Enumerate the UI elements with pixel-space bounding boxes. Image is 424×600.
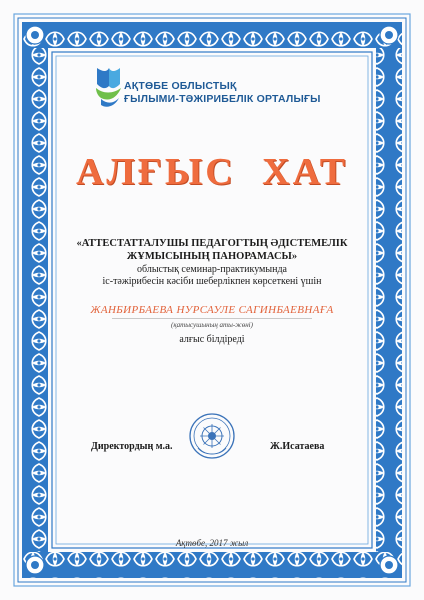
event-reason-text: іс-тәжірибесін кәсіби шеберлікпен көрсеткені үшін: [102, 276, 322, 287]
org-logo-icon: [93, 64, 123, 110]
director-role: Директордың м.а.: [91, 441, 173, 452]
organization-line-2: ҒЫЛЫМИ-ТӘЖІРИБЕЛІК ОРТАЛЫҒЫ: [124, 93, 321, 105]
organization-line-1: АҚТӨБЕ ОБЛЫСТЫҚ: [124, 80, 237, 92]
event-title-line-2: ЖҰМЫСЫНЫҢ ПАНОРАМАСЫ»: [126, 251, 298, 262]
recipient-name: ЖАНБИРБАЕВА НУРСАУЛЕ САГИНБАЕВНАҒА: [90, 304, 334, 316]
organization-name: [124, 80, 321, 106]
event-title: [60, 237, 364, 263]
event-type-text: облыстық семинар-практикумында: [137, 264, 287, 275]
signer-name: Ж.Исатаева: [270, 441, 325, 452]
state-emblem-seal-icon: [188, 412, 236, 460]
thanks-text: алғыс білдіреді: [179, 334, 245, 345]
event-title-line-1: «АТТЕСТАТТАЛУШЫ ПЕДАГОГТЫҢ ӘДІСТЕМЕЛІК: [76, 238, 348, 249]
certificate-title: АЛҒЫС ХАТ: [75, 151, 349, 193]
recipient-underline: [112, 318, 312, 319]
recipient-caption: (қатысушының аты-жөні): [171, 321, 253, 329]
place-and-year: Ақтөбе, 2017 жыл: [175, 538, 249, 548]
